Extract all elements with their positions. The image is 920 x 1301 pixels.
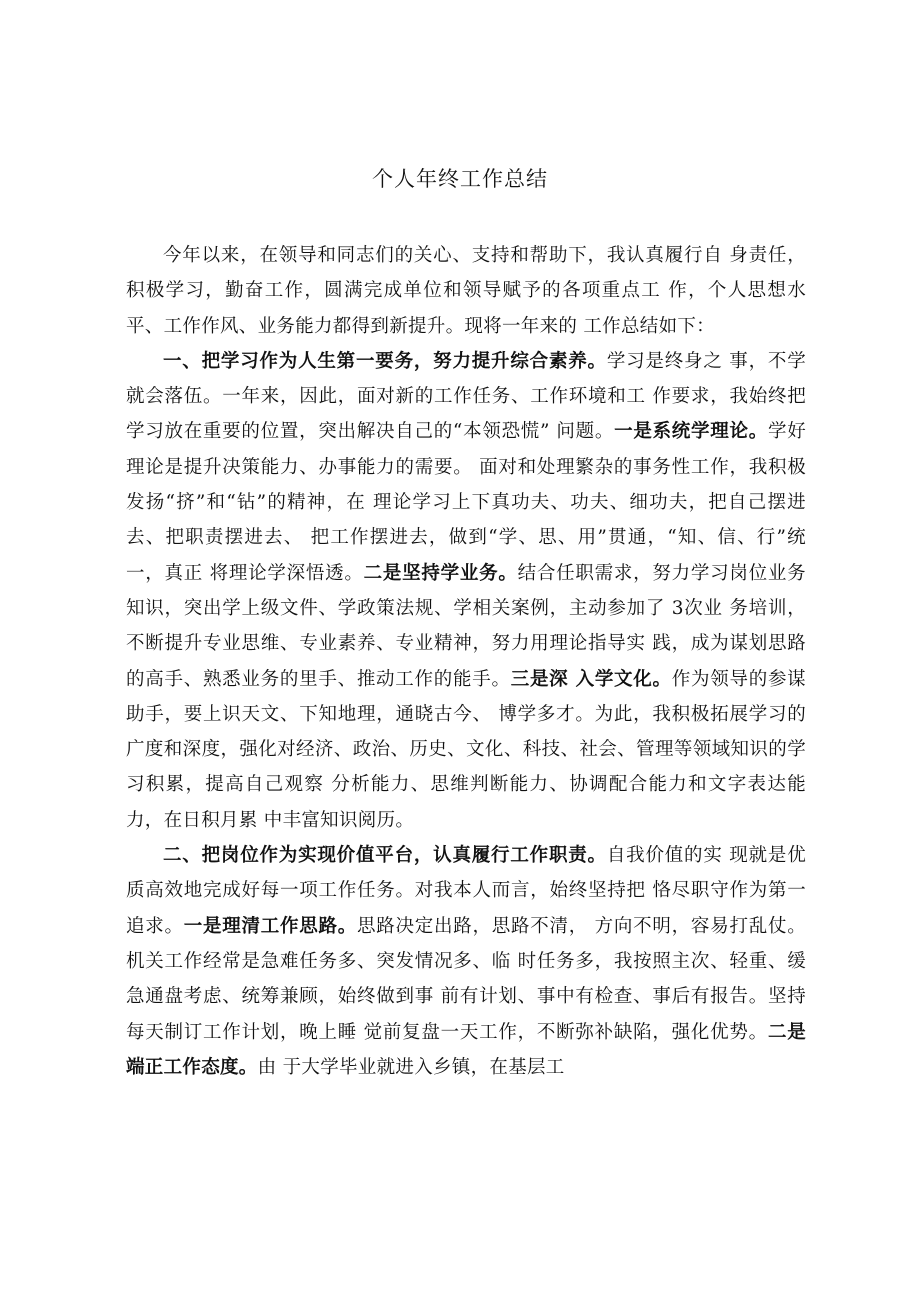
paragraph-text: 学习是终身之 事，不学就会落伍。一年来，因此，面对新的工作任务、工作环境和工 作要求，我始终把学习放在重要的位置，突出解决自己的“本领恐慌” 问题。	[126, 350, 806, 443]
paragraph-text: 自我价值的实 现就是优质高效地完成好每一项工作任务。对我本人而言，始终坚持把 恪尽职守作为第一追求。	[126, 845, 806, 937]
paragraph-text: 由 于大学毕业就进入乡镇，在基层工	[257, 1056, 565, 1078]
paragraph-text: 今年以来，在领导和同志们的关心、支持和帮助下，我认真履行自 身责任，积极学习，勤奋工作，圆满完成单位和领导赋予的各项重点工 作，个人思想水平、工作作风、业务能力都得到新提升。现将一年来的 工作总结如下：	[126, 245, 806, 337]
page-title: 个人年终工作总结	[372, 167, 548, 191]
paragraph-text: 思路决定出路，思路不清， 方向不明，容易打乱仗。机关工作经常是急难任务多、突发情况多、临 时任务多，我按照主次、轻重、缓急通盘考虑、统筹兼顾，始终做到事 前有计划、事中有检查、事后有报告。坚持每天制订工作计划，晚上睡 觉前复盘一天工作，不断弥补缺陷，强化优势。	[126, 915, 806, 1043]
paragraph-text: 学好理论是提升决策能力、办事能力的需要。 面对和处理繁杂的事务性工作，我积极发扬“挤”和“钻”的精神，在 理论学习上下真功夫、功夫、细功夫，把自己摆进去、把职责摆进去、 把工作摆进去，做到“学、思、用”贯通，“知、信、行”统一，真正 将理论学深悟透。	[126, 421, 806, 584]
subpoint-heading: 二是端正工作态度。	[126, 1021, 806, 1078]
subpoint-heading: 三是深 入学文化。	[510, 668, 672, 690]
subpoint-heading: 一是理清工作思路。	[183, 915, 358, 937]
paragraph-section-one	[126, 344, 806, 838]
subpoint-heading: 二是坚持学业务。	[363, 562, 518, 584]
paragraph-text: 结合任职需求，努力学习岗位业务 知识，突出学上级文件、学政策法规、学相关案例，主动参加了 3次业 务培训，不断提升专业思维、专业素养、专业精神，努力用理论指导实 践，成为谋划思路的高手、熟悉业务的里手、推动工作的能手。	[126, 562, 806, 690]
document-body	[126, 238, 806, 1085]
subpoint-heading: 一是系统学理论。	[614, 421, 768, 443]
section-heading: 二、把岗位作为实现价值平台，认真履行工作职责。	[163, 845, 607, 867]
section-heading: 一、把学习作为人生第一要务，努力提升综合素养。	[163, 350, 607, 372]
paragraph-intro	[126, 238, 806, 344]
paragraph-text: 作为领导的参谋助手，要上识天文、下知地理，通晓古今、 博学多才。为此，我积极拓展学习的广度和深度，强化对经济、政治、历史、文化、科技、社会、管理等领域知识的学习积累，提高自己观察 分析能力、思维判断能力、协调配合能力和文字表达能力，在日积月累 中丰富知识阅历。	[126, 668, 806, 831]
paragraph-section-two	[126, 838, 806, 1085]
